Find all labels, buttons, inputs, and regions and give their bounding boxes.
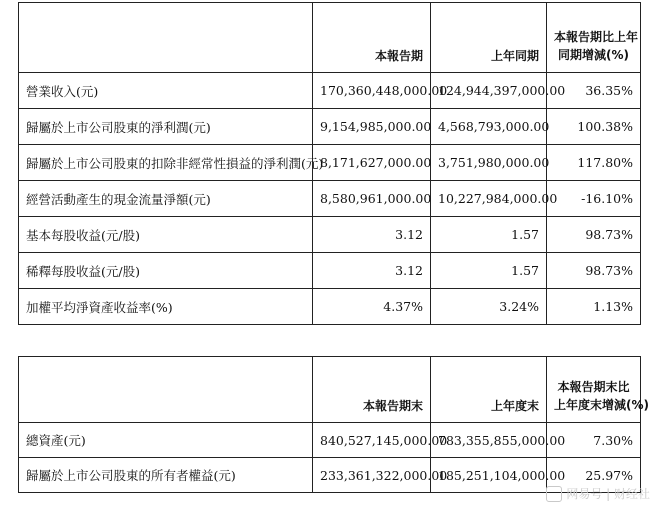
value-change: 25.97% <box>547 458 641 493</box>
value-current: 170,360,448,000.00 <box>313 73 431 109</box>
value-change: -16.10% <box>547 181 641 217</box>
value-prior: 3.24% <box>431 289 547 325</box>
row-label: 歸屬於上市公司股東的扣除非經常性損益的淨利潤(元) <box>19 145 313 181</box>
value-change: 7.30% <box>547 423 641 458</box>
row-label: 稀釋每股收益(元/股) <box>19 253 313 289</box>
table-row <box>19 181 641 217</box>
value-change: 36.35% <box>547 73 641 109</box>
row-label: 歸屬於上市公司股東的淨利潤(元) <box>19 109 313 145</box>
table-row <box>19 217 641 253</box>
netease-logo-icon <box>546 486 562 502</box>
value-current: 8,171,627,000.00 <box>313 145 431 181</box>
value-prior: 124,944,397,000.00 <box>431 73 547 109</box>
value-current: 8,580,961,000.00 <box>313 181 431 217</box>
value-change: 98.73% <box>547 253 641 289</box>
table-header-row <box>19 3 641 73</box>
value-prior: 185,251,104,000.00 <box>431 458 547 493</box>
value-change: 98.73% <box>547 217 641 253</box>
header-change-line1: 本報告期末比 <box>557 380 630 394</box>
value-current: 4.37% <box>313 289 431 325</box>
row-label: 經營活動產生的現金流量淨額(元) <box>19 181 313 217</box>
value-change: 100.38% <box>547 109 641 145</box>
value-change: 1.13% <box>547 289 641 325</box>
table-row <box>19 145 641 181</box>
value-prior: 1.57 <box>431 217 547 253</box>
row-label: 歸屬於上市公司股東的所有者權益(元) <box>19 458 313 493</box>
value-prior: 3,751,980,000.00 <box>431 145 547 181</box>
header-blank <box>19 357 313 423</box>
header-prior-year-end: 上年度末 <box>431 357 547 423</box>
value-prior: 1.57 <box>431 253 547 289</box>
value-current: 840,527,145,000.00 <box>313 423 431 458</box>
value-change: 117.80% <box>547 145 641 181</box>
header-change-line2: 上年度末增減(%) <box>554 398 649 412</box>
table-row <box>19 109 641 145</box>
row-label: 總資產(元) <box>19 423 313 458</box>
header-change-line2: 同期增減(%) <box>558 48 629 62</box>
row-label: 基本每股收益(元/股) <box>19 217 313 253</box>
header-prior-period: 上年同期 <box>431 3 547 73</box>
row-label: 加權平均淨資產收益率(%) <box>19 289 313 325</box>
table-row <box>19 423 641 458</box>
value-current: 233,361,322,000.00 <box>313 458 431 493</box>
table-header-row <box>19 357 641 423</box>
table-row <box>19 73 641 109</box>
header-change <box>547 3 641 73</box>
value-current: 3.12 <box>313 253 431 289</box>
value-prior: 4,568,793,000.00 <box>431 109 547 145</box>
header-period-end: 本報告期末 <box>313 357 431 423</box>
financial-summary-table <box>18 2 641 325</box>
balance-summary-table <box>18 356 649 493</box>
header-blank <box>19 3 313 73</box>
row-label: 營業收入(元) <box>19 73 313 109</box>
value-current: 9,154,985,000.00 <box>313 109 431 145</box>
header-current-period: 本報告期 <box>313 3 431 73</box>
header-change <box>547 357 649 423</box>
table-row <box>19 289 641 325</box>
value-current: 3.12 <box>313 217 431 253</box>
table-row <box>19 253 641 289</box>
watermark-text: 网易号 | 财经社 <box>566 487 650 501</box>
header-change-line1: 本報告期比上年 <box>554 30 639 44</box>
value-prior: 783,355,855,000.00 <box>431 423 547 458</box>
value-prior: 10,227,984,000.00 <box>431 181 547 217</box>
watermark <box>546 485 650 502</box>
